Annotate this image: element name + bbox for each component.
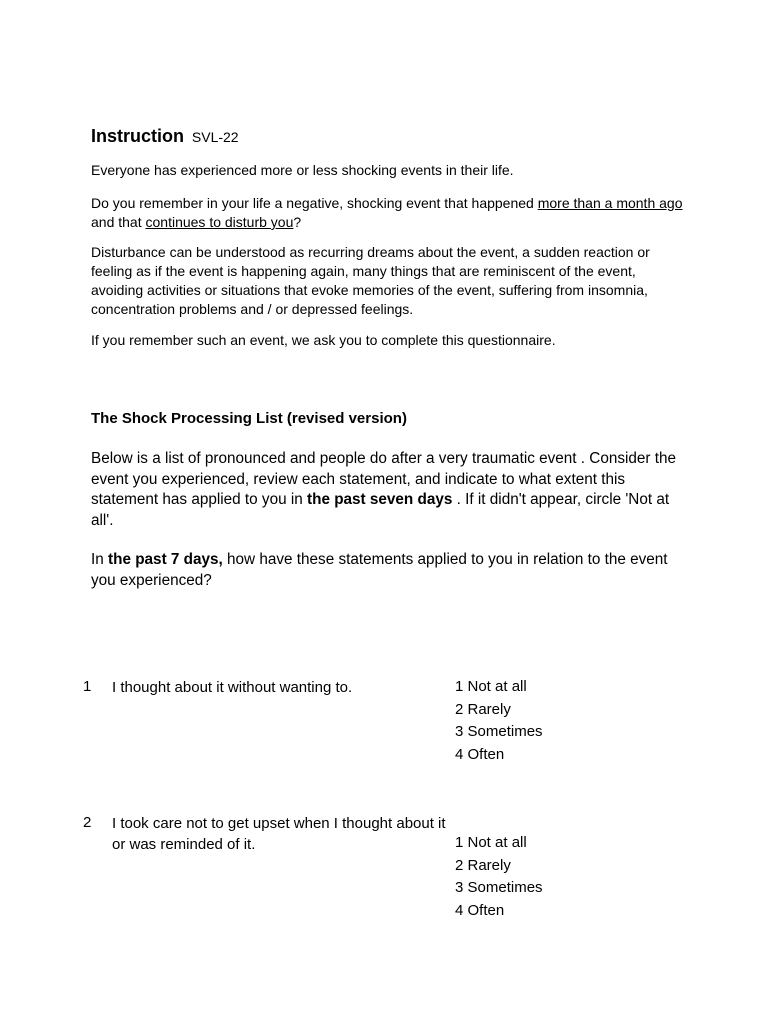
instruction-p2-text-b: and that xyxy=(91,214,146,230)
option-rarely[interactable]: 2 Rarely xyxy=(455,856,511,874)
instruction-title: Instruction xyxy=(91,126,184,146)
item-statement: I took care not to get upset when I thought about it or was reminded of it. xyxy=(112,815,446,853)
questionnaire-code: SVL-22 xyxy=(191,129,239,145)
option-sometimes[interactable]: 3 Sometimes xyxy=(455,723,543,741)
item-options xyxy=(455,676,543,767)
list-title: The Shock Processing List (revised version) xyxy=(91,410,407,427)
instruction-paragraph-4: If you remember such an event, we ask you to complete this questionnaire. xyxy=(91,332,556,348)
option-rarely[interactable]: 2 Rarely xyxy=(455,700,511,718)
list-intro-text-b: . If it didn't appear, circle 'Not at all'. xyxy=(91,491,670,529)
list-question-paragraph xyxy=(91,550,681,591)
item-options xyxy=(455,832,543,923)
option-often[interactable]: 4 Often xyxy=(455,746,505,764)
instruction-p2-text-a: Do you remember in your life a negative, shocking event that happened xyxy=(91,195,538,211)
list-intro-paragraph xyxy=(91,449,681,531)
list-intro-text-a: Below is a list of pronounced and people do after a very traumatic event . Consider the event you experienced, review each statement, and indicate to what extent this statement has applied to you in xyxy=(91,450,677,508)
instruction-p2-underline-2: continues to disturb you xyxy=(145,214,294,230)
instruction-paragraph-3: Disturbance can be understood as recurring dreams about the event, a sudden reaction or feeling as if the event is happening again, many things that are reminiscent of the event, avoiding activities or situations that evoke memories of the event, suffering from insomnia, concentration problems and / or depressed feelings. xyxy=(91,244,650,317)
instruction-paragraph-2 xyxy=(91,194,691,232)
item-number: 2 xyxy=(83,814,92,831)
option-not-at-all[interactable]: 1 Not at all xyxy=(455,678,527,695)
instruction-paragraph-1: Everyone has experienced more or less shocking events in their life. xyxy=(91,162,514,178)
instruction-heading xyxy=(91,126,239,147)
list-question-text-a: In xyxy=(91,551,109,568)
item-number: 1 xyxy=(83,678,92,695)
instruction-p2-underline-1: more than a month ago xyxy=(537,195,683,211)
option-often[interactable]: 4 Often xyxy=(455,902,505,920)
item-statement: I thought about it without wanting to. xyxy=(112,679,353,696)
option-not-at-all[interactable]: 1 Not at all xyxy=(455,834,527,851)
list-intro-bold: the past seven days xyxy=(307,491,453,508)
option-sometimes[interactable]: 3 Sometimes xyxy=(455,879,543,897)
list-question-bold: the past 7 days, xyxy=(108,551,223,568)
list-question-text-b: how have these statements applied to you in relation to the event you experienced? xyxy=(91,551,668,589)
instruction-p2-text-c: ? xyxy=(293,214,302,230)
